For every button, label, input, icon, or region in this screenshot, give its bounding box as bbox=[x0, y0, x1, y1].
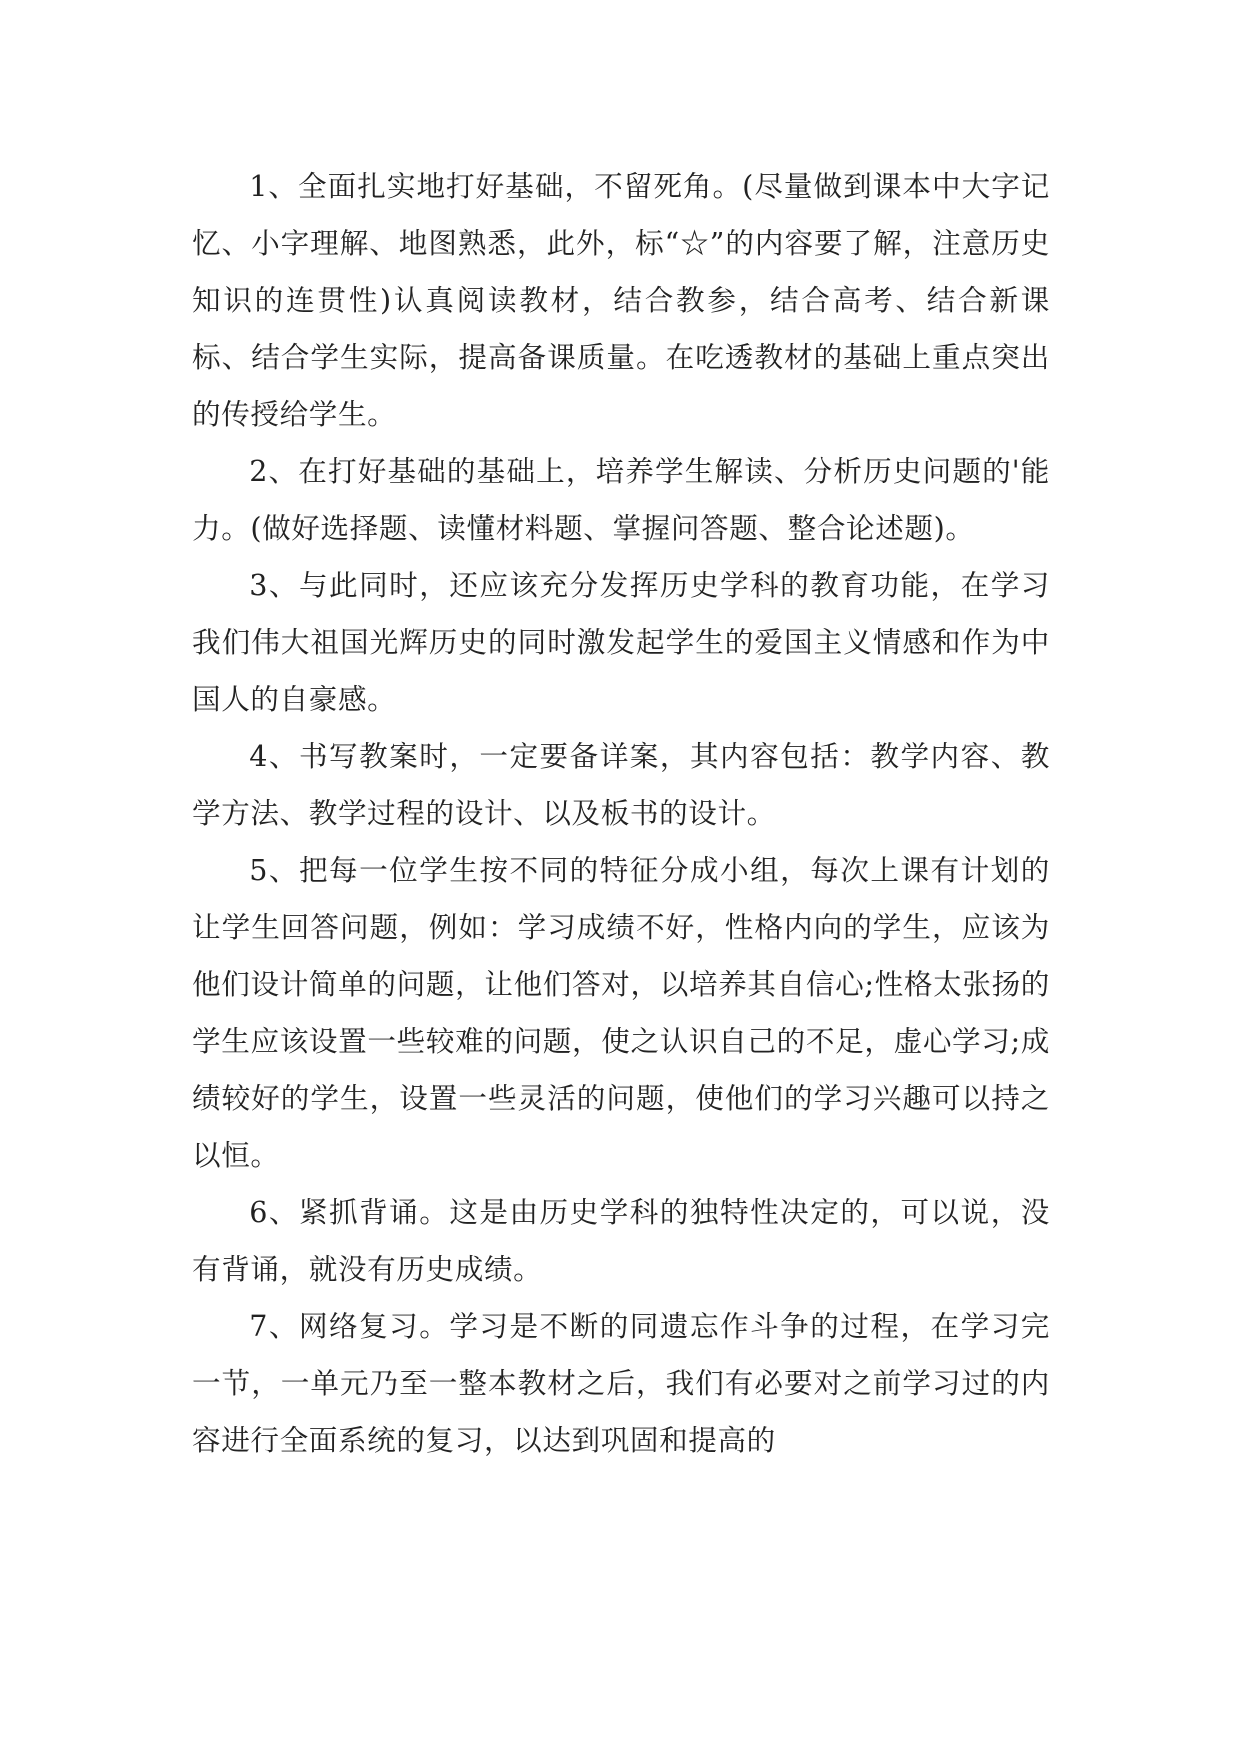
paragraph-2: 2、在打好基础的基础上，培养学生解读、分析历史问题的'能力。(做好选择题、读懂材料题、掌握问答题、整合论述题)。 bbox=[192, 454, 1050, 545]
document-body bbox=[192, 158, 1050, 1469]
paragraph-7: 7、网络复习。学习是不断的同遗忘作斗争的过程，在学习完一节，一单元乃至一整本教材之后，我们有必要对之前学习过的内容进行全面系统的复习，以达到巩固和提高的 bbox=[192, 1309, 1050, 1457]
paragraph-5: 5、把每一位学生按不同的特征分成小组，每次上课有计划的让学生回答问题，例如：学习成绩不好，性格内向的学生，应该为他们设计简单的问题，让他们答对，以培养其自信心;性格太张扬的学生应该设置一些较难的问题，使之认识自己的不足，虚心学习;成绩较好的学生，设置一些灵活的问题，使他们的学习兴趣可以持之以恒。 bbox=[192, 853, 1050, 1172]
paragraph-1: 1、全面扎实地打好基础，不留死角。(尽量做到课本中大字记忆、小字理解、地图熟悉，此外，标“☆”的内容要了解，注意历史知识的连贯性)认真阅读教材，结合教参，结合高考、结合新课标、结合学生实际，提高备课质量。在吃透教材的基础上重点突出的传授给学生。 bbox=[192, 169, 1050, 431]
paragraph-6: 6、紧抓背诵。这是由历史学科的独特性决定的，可以说，没有背诵，就没有历史成绩。 bbox=[192, 1195, 1050, 1286]
paragraph-3: 3、与此同时，还应该充分发挥历史学科的教育功能，在学习我们伟大祖国光辉历史的同时激发起学生的爱国主义情感和作为中国人的自豪感。 bbox=[192, 568, 1050, 716]
paragraph-4: 4、书写教案时，一定要备详案，其内容包括：教学内容、教学方法、教学过程的设计、以及板书的设计。 bbox=[192, 739, 1050, 830]
